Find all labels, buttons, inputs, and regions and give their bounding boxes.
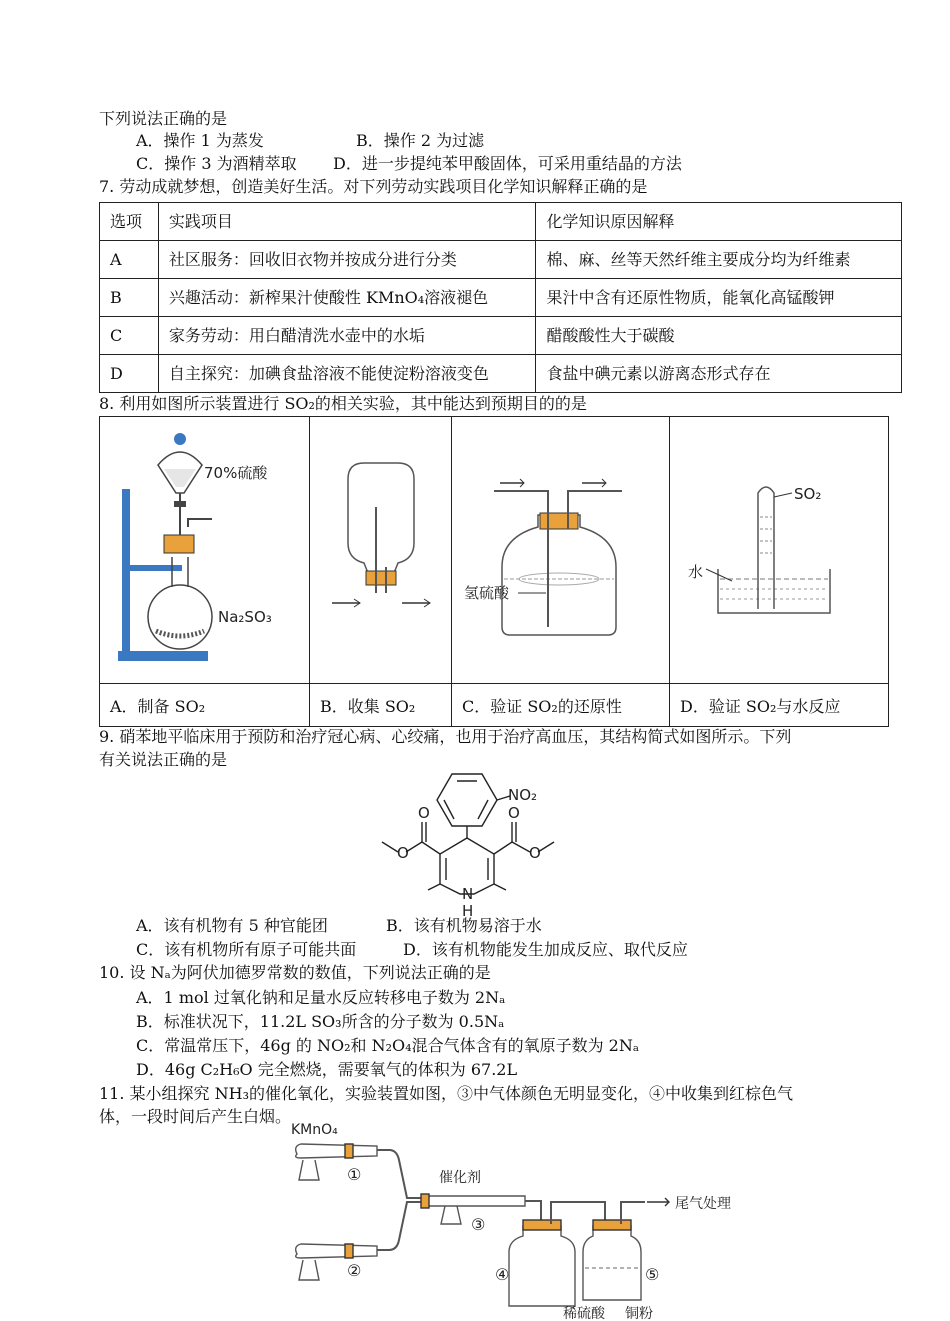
wash-bottle (502, 515, 616, 635)
q7-header-practice: 实践项目 (158, 203, 536, 241)
gas-collection-bottle (310, 417, 451, 679)
q6-option-c: C．操作 3 为酒精萃取 (136, 154, 297, 173)
label-2: ② (347, 1261, 362, 1280)
q8-figure-b (310, 417, 452, 684)
collection-bottle-4 (509, 1226, 575, 1306)
label-3: ③ (471, 1215, 486, 1234)
q9-option-b: B．该有机物易溶于水 (386, 916, 542, 935)
table-row (100, 355, 902, 393)
label-h: H (462, 902, 474, 918)
label-1: ① (347, 1165, 362, 1184)
q7-cell: 兴趣活动：新榨果汁使酸性 KMnO₄溶液褪色 (158, 279, 536, 317)
wash-bottle-5 (583, 1226, 641, 1300)
q11-stem-line2: 体，一段时间后产生白烟。 (99, 1107, 292, 1126)
round-flask (148, 585, 212, 649)
q10-option-c: C．常温常压下，46g 的 NO₂和 N₂O₄混合气体含有的氧原子数为 2Nₐ (136, 1036, 640, 1055)
catalyst-tube (423, 1196, 525, 1206)
q9-option-a: A．该有机物有 5 种官能团 (136, 916, 328, 935)
sodium-sulfite-solid (156, 631, 204, 636)
stand-clamp (122, 565, 182, 571)
reaction-tube-1 (296, 1144, 377, 1158)
q7-cell: 自主探究：加碘食盐溶液不能使淀粉溶液变色 (158, 355, 536, 393)
q7-cell: 家务劳动：用白醋清洗水壶中的水垢 (158, 317, 536, 355)
q9-stem-line1: 9. 硝苯地平临床用于预防和治疗冠心病、心绞痛，也用于治疗高血压，其结构简式如图所示。下列 (99, 727, 792, 746)
q7-cell: 醋酸酸性大于碳酸 (536, 317, 902, 355)
q8-caption-d: D．验证 SO₂与水反应 (670, 684, 889, 727)
table-row (100, 203, 902, 241)
q8-caption-a: A．制备 SO₂ (100, 684, 310, 727)
label-kmno4: KMnO₄ (291, 1122, 338, 1138)
label-n: N (462, 885, 474, 903)
q7-cell: 社区服务：回收旧衣物并按成分进行分类 (158, 241, 536, 279)
inverted-test-tube (758, 487, 774, 609)
label-hydrosulfuric-acid: 氢硫酸 (464, 584, 510, 602)
q7-header-explanation: 化学知识原因解释 (536, 203, 902, 241)
reaction-tube-2 (296, 1244, 377, 1258)
label-o-left: O (418, 804, 430, 822)
label-o-ether-right: O (529, 844, 541, 862)
q7-cell: 果汁中含有还原性物质，能氧化高锰酸钾 (536, 279, 902, 317)
q7-header-option: 选项 (100, 203, 159, 241)
q10-option-a: A．1 mol 过氧化钠和足量水反应转移电子数为 2Nₐ (136, 988, 506, 1007)
inverted-bottle (348, 463, 414, 573)
stopper (164, 535, 194, 553)
label-o-right: O (508, 804, 520, 822)
so2-generator-apparatus (100, 417, 309, 679)
label-70-sulfuric-acid: 70%硫酸 (204, 464, 268, 482)
q7-cell: 棉、麻、丝等天然纤维主要成分均为纤维素 (536, 241, 902, 279)
q8-figure-a (100, 417, 310, 684)
label-na2so3: Na₂SO₃ (218, 608, 272, 626)
wash-bottle-apparatus (452, 417, 669, 679)
q9-option-d: D．该有机物能发生加成反应、取代反应 (403, 940, 688, 959)
q7-table (99, 202, 902, 393)
q8-figure-table (99, 416, 889, 727)
table-row (100, 241, 902, 279)
label-tail-gas: 尾气处理 (675, 1196, 731, 1212)
label-water: 水 (688, 563, 704, 581)
q6-option-d: D．进一步提纯苯甲酸固体，可采用重结晶的方法 (333, 154, 682, 173)
q8-figure-c (452, 417, 670, 684)
q7-cell: 食盐中碘元素以游离态形式存在 (536, 355, 902, 393)
label-no2: NO₂ (508, 786, 538, 804)
q7-cell: B (100, 279, 159, 317)
q6-option-a: A．操作 1 为蒸发 (136, 131, 264, 150)
q10-stem: 10. 设 Nₐ为阿伏加德罗常数的数值，下列说法正确的是 (99, 963, 491, 982)
label-copper-powder: 铜粉 (625, 1306, 653, 1320)
nh3-oxidation-apparatus (285, 1120, 755, 1320)
q11-stem-line1: 11. 某小组探究 NH₃的催化氧化，实验装置如图，③中气体颜色无明显变化，④中收集到红棕色气 (99, 1084, 793, 1103)
q8-caption-b: B．收集 SO₂ (310, 684, 452, 727)
q9-stem-line2: 有关说法正确的是 (99, 750, 228, 769)
q8-stem: 8. 利用如图所示装置进行 SO₂的相关实验，其中能达到预期目的的是 (99, 394, 587, 413)
q6-option-b: B．操作 2 为过滤 (356, 131, 485, 150)
q10-option-b: B．标准状况下，11.2L SO₃所含的分子数为 0.5Nₐ (136, 1012, 505, 1031)
label-so2: SO₂ (794, 485, 822, 503)
q6-stem: 下列说法正确的是 (99, 109, 228, 128)
q7-cell: A (100, 241, 159, 279)
q8-figure-d (670, 417, 889, 684)
stopper (366, 571, 396, 585)
table-row (100, 279, 902, 317)
q7-cell: D (100, 355, 159, 393)
q7-stem: 7. 劳动成就梦想，创造美好生活。对下列劳动实践项目化学知识解释正确的是 (99, 177, 648, 196)
label-catalyst: 催化剂 (439, 1170, 481, 1186)
burner-2 (299, 1260, 319, 1280)
label-4: ④ (495, 1265, 510, 1284)
test-tube-in-trough (670, 417, 888, 679)
stand-base (118, 651, 208, 661)
nifedipine-structure (370, 768, 590, 918)
burner-1 (299, 1160, 319, 1180)
q9-option-c: C．该有机物所有原子可能共面 (136, 940, 357, 959)
q8-caption-c: C．验证 SO₂的还原性 (452, 684, 670, 727)
stopper (540, 513, 578, 529)
q7-cell: C (100, 317, 159, 355)
burner-3 (441, 1206, 461, 1224)
label-dilute-sulfuric-acid: 稀硫酸 (563, 1306, 605, 1320)
table-row (100, 317, 902, 355)
label-o-ether-left: O (397, 844, 409, 862)
label-5: ⑤ (645, 1265, 660, 1284)
q10-option-d: D．46g C₂H₆O 完全燃烧，需要氧气的体积为 67.2L (136, 1060, 518, 1079)
